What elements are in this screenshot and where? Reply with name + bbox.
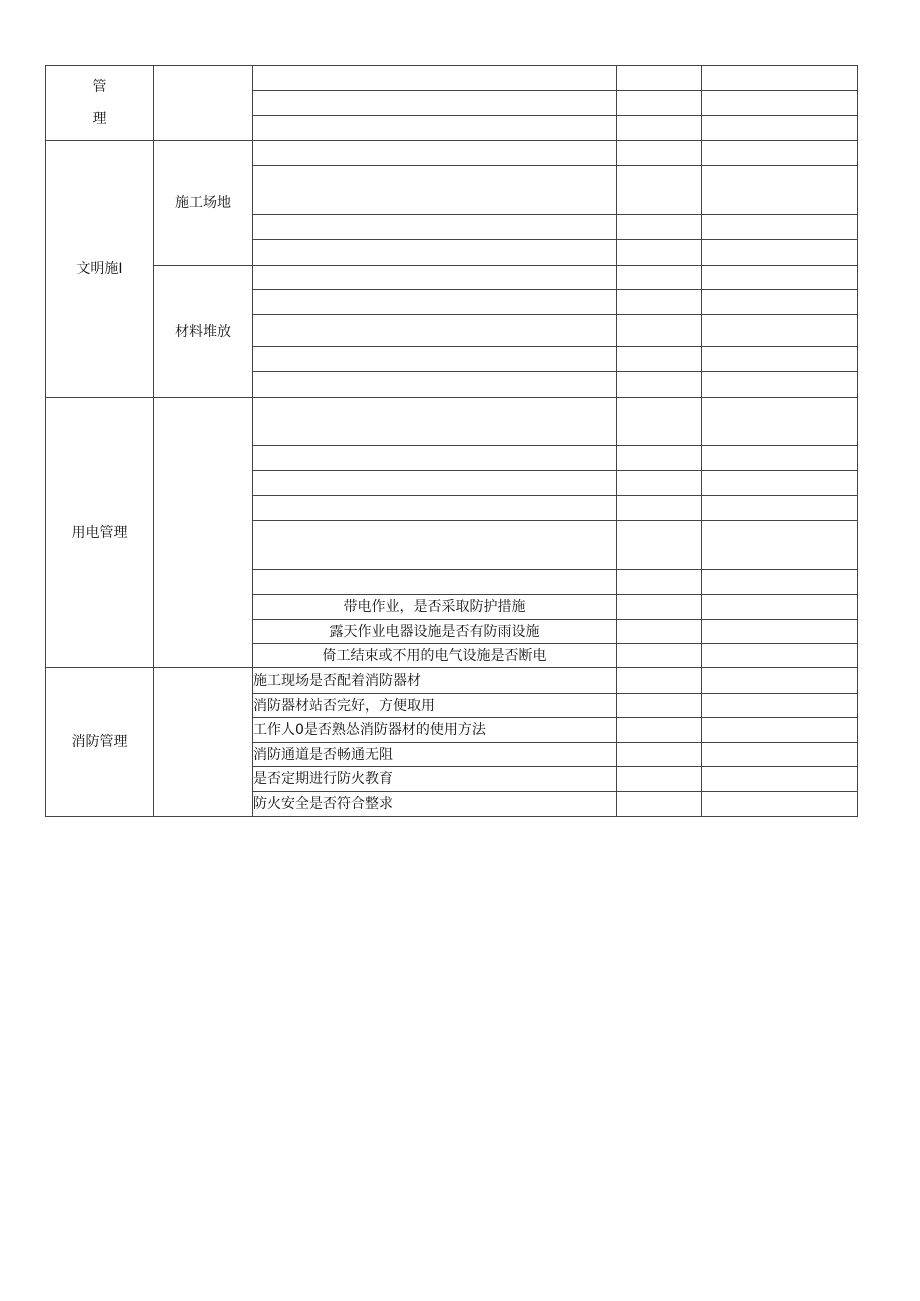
category-cell-management: [46, 66, 154, 141]
result-cell: [617, 521, 702, 570]
result-cell: [617, 290, 702, 315]
remark-cell: [702, 792, 858, 817]
item-cell: [253, 372, 617, 398]
result-cell: [617, 240, 702, 266]
remark-cell: [702, 240, 858, 266]
result-cell: [617, 446, 702, 471]
remark-cell: [702, 595, 858, 620]
remark-cell: [702, 141, 858, 166]
result-cell: [617, 767, 702, 792]
item-cell: [253, 166, 617, 215]
remark-cell: [702, 372, 858, 398]
remark-cell: [702, 620, 858, 644]
remark-cell: [702, 496, 858, 521]
remark-cell: [702, 398, 858, 446]
item-cell-fire-passage: 消防通道是否畅通无阻: [253, 743, 617, 767]
item-cell-live-work: 带电作业，是否采取防护措施: [253, 595, 617, 620]
subcategory-cell-empty: [154, 398, 253, 668]
subcategory-cell-empty: [154, 66, 253, 141]
subcategory-cell-empty: [154, 668, 253, 817]
item-cell-equipment-intact: 消防器材站否完好，方便取用: [253, 694, 617, 718]
remark-cell: [702, 66, 858, 91]
table-row: [46, 66, 858, 91]
item-cell: [253, 347, 617, 372]
category-label-management: [93, 71, 107, 135]
remark-cell: [702, 644, 858, 668]
result-cell: [617, 595, 702, 620]
remark-cell: [702, 570, 858, 595]
remark-cell: [702, 521, 858, 570]
remark-cell: [702, 767, 858, 792]
result-cell: [617, 620, 702, 644]
result-cell: [617, 718, 702, 743]
subcategory-cell-site: 施工场地: [154, 141, 253, 266]
item-cell: [253, 570, 617, 595]
remark-cell: [702, 266, 858, 290]
item-cell: [253, 496, 617, 521]
table-row: [46, 668, 858, 694]
result-cell: [617, 266, 702, 290]
inspection-table: [45, 65, 858, 817]
result-cell: [617, 496, 702, 521]
item-cell: [253, 116, 617, 141]
item-cell-staff-familiar: 工作人0是否熟怂消防器材的使用方法: [253, 718, 617, 743]
item-cell: [253, 141, 617, 166]
remark-cell: [702, 315, 858, 347]
result-cell: [617, 66, 702, 91]
item-cell-fire-safety: 防火安全是否符合整求: [253, 792, 617, 817]
item-cell: [253, 240, 617, 266]
table-row: [46, 141, 858, 166]
remark-cell: [702, 446, 858, 471]
remark-cell: [702, 718, 858, 743]
result-cell: [617, 347, 702, 372]
result-cell: [617, 91, 702, 116]
result-cell: [617, 644, 702, 668]
item-cell: [253, 315, 617, 347]
item-cell-fire-equipment: 施工现场是否配着消防器材: [253, 668, 617, 694]
result-cell: [617, 694, 702, 718]
item-cell: [253, 521, 617, 570]
table-row: [46, 398, 858, 446]
item-cell: [253, 66, 617, 91]
item-cell: [253, 446, 617, 471]
result-cell: [617, 668, 702, 694]
item-cell: [253, 471, 617, 496]
item-cell-rain-protection: 露天作业电器设施是否有防雨设施: [253, 620, 617, 644]
result-cell: [617, 116, 702, 141]
item-cell: [253, 215, 617, 240]
item-cell: [253, 266, 617, 290]
remark-cell: [702, 694, 858, 718]
remark-cell: [702, 743, 858, 767]
remark-cell: [702, 347, 858, 372]
result-cell: [617, 215, 702, 240]
remark-cell: [702, 116, 858, 141]
remark-cell: [702, 290, 858, 315]
category-cell-electricity: 用电管理: [46, 398, 154, 668]
item-cell: [253, 91, 617, 116]
result-cell: [617, 743, 702, 767]
item-cell: [253, 290, 617, 315]
remark-cell: [702, 91, 858, 116]
result-cell: [617, 141, 702, 166]
result-cell: [617, 372, 702, 398]
category-label-line2: 理: [92, 111, 107, 127]
result-cell: [617, 315, 702, 347]
remark-cell: [702, 166, 858, 215]
result-cell: [617, 471, 702, 496]
remark-cell: [702, 215, 858, 240]
subcategory-cell-materials: 材料堆放: [154, 266, 253, 398]
item-cell-power-off: 倚工结束或不用的电气设施是否断电: [253, 644, 617, 668]
result-cell: [617, 398, 702, 446]
result-cell: [617, 166, 702, 215]
table-row: [46, 266, 858, 290]
result-cell: [617, 570, 702, 595]
remark-cell: [702, 668, 858, 694]
item-cell-fire-education: 是否定期进行防火教育: [253, 767, 617, 792]
category-cell-civilized: 文明施I: [46, 141, 154, 398]
category-label-line1: 管: [92, 79, 107, 95]
result-cell: [617, 792, 702, 817]
category-cell-fire: 消防管理: [46, 668, 154, 817]
item-cell: [253, 398, 617, 446]
remark-cell: [702, 471, 858, 496]
